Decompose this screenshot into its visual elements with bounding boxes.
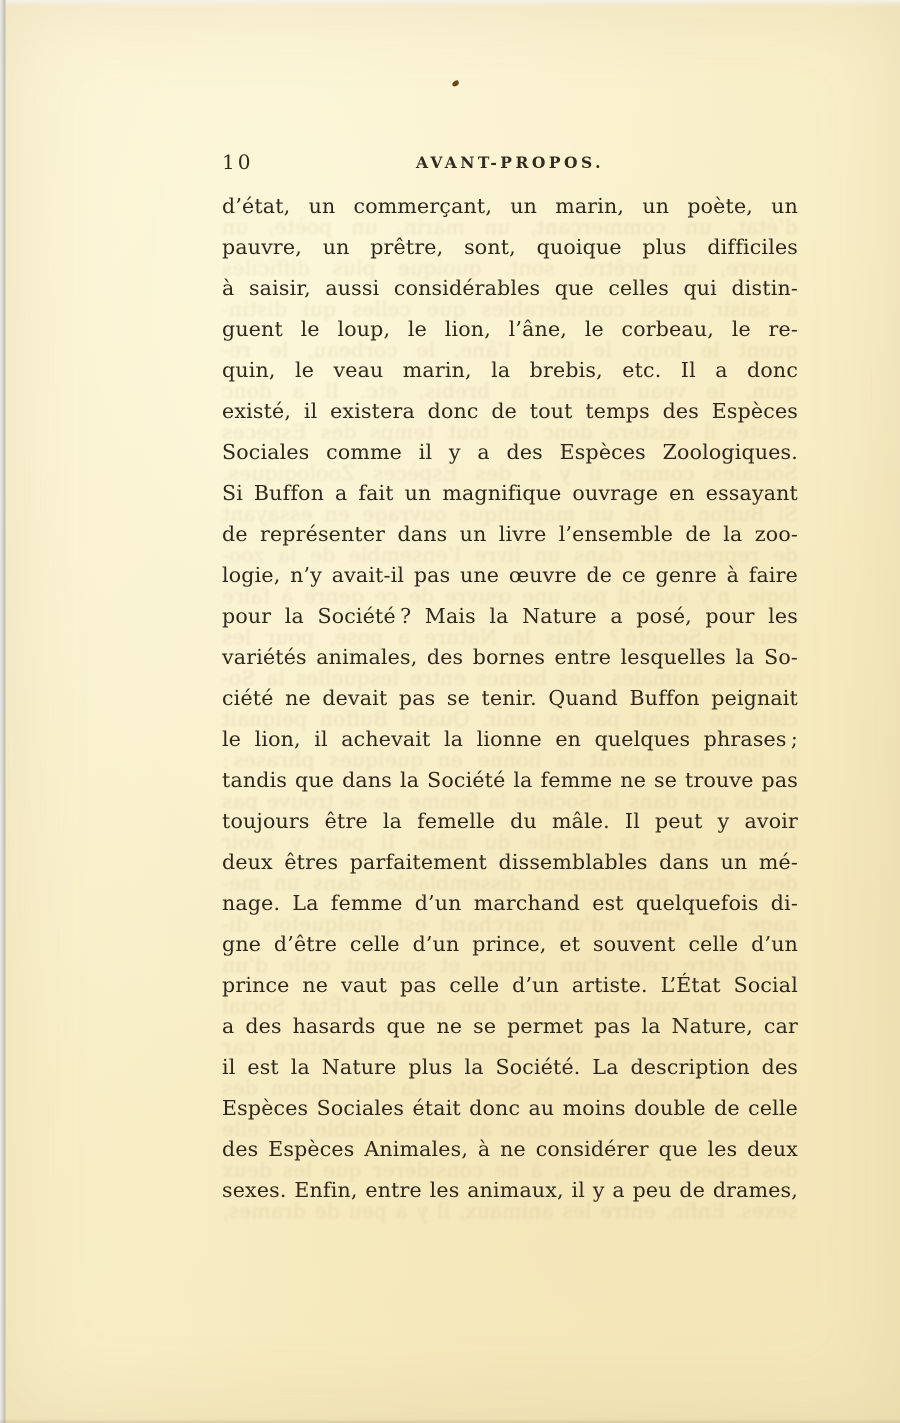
- text-line: Si Buffon a fait un magnifique ouvrage en essayant: [222, 481, 798, 505]
- text-line: variétés animales, des bornes entre lesquelles la So-: [222, 666, 798, 690]
- text-line: existé, il existera donc de tout temps des Espèces: [222, 399, 798, 423]
- text-line: gne d’être celle d’un prince, et souvent celle d’un: [222, 953, 798, 977]
- text-line: tandis que dans la Société la femme ne se trouve pas: [222, 789, 798, 813]
- text-line: pauvre, un prêtre, sont, quoique plus difficiles: [222, 256, 798, 280]
- text-line: d’état, un commerçant, un marin, un poète, un: [222, 194, 798, 218]
- text-line: pauvre, un prêtre, sont, quoique plus difficiles: [222, 235, 798, 259]
- text-line: quin, le veau marin, la brebis, etc. Il a donc: [222, 379, 798, 403]
- text-line: il est la Nature plus la Société. La description des: [222, 1055, 798, 1079]
- text-line: logie, n’y avait-il pas une œuvre de ce genre à faire: [222, 584, 798, 608]
- text-line: Espèces Sociales était donc au moins double de celle: [222, 1096, 798, 1120]
- text-line: ciété ne devait pas se tenir. Quand Buffon peignait: [222, 707, 798, 731]
- text-line: guent le loup, le lion, l’âne, le corbeau, le re-: [222, 317, 798, 341]
- text-line: de représenter dans un livre l’ensemble de la zoo-: [222, 543, 798, 567]
- text-line: quin, le veau marin, la brebis, etc. Il a donc: [222, 358, 798, 382]
- text-line: Si Buffon a fait un magnifique ouvrage en essayant: [222, 502, 798, 526]
- text-line: Sociales comme il y a des Espèces Zoologiques.: [222, 461, 798, 485]
- text-line: à saisir, aussi considérables que celles qui distin-: [222, 297, 798, 321]
- text-line: nage. La femme d’un marchand est quelquefois di-: [222, 891, 798, 915]
- text-line: sexes. Enfin, entre les animaux, il y a peu de drames,: [222, 1178, 798, 1202]
- text-line: à saisir, aussi considérables que celles qui distin-: [222, 276, 798, 300]
- text-line: nage. La femme d’un marchand est quelquefois di-: [222, 912, 798, 936]
- text-line: le lion, il achevait la lionne en quelques phrases ;: [222, 748, 798, 772]
- text-line: prince ne vaut pas celle d’un artiste. L’État Social: [222, 994, 798, 1018]
- text-line: des Espèces Animales, à ne considérer que les deux: [222, 1158, 798, 1182]
- text-line: Sociales comme il y a des Espèces Zoologiques.: [222, 440, 798, 464]
- text-line: deux êtres parfaitement dissemblables dans un mé-: [222, 871, 798, 895]
- text-line: pour la Société ? Mais la Nature a posé, pour les: [222, 625, 798, 649]
- body-text: [222, 186, 798, 1211]
- page-bottom-edge: [0, 1419, 900, 1423]
- text-line: Espèces Sociales était donc au moins double de celle: [222, 1117, 798, 1141]
- text-line: pour la Société ? Mais la Nature a posé, pour les: [222, 604, 798, 628]
- text-line: guent le loup, le lion, l’âne, le corbeau, le re-: [222, 338, 798, 362]
- text-line: toujours être la femelle du mâle. Il peut y avoir: [222, 830, 798, 854]
- text-line: logie, n’y avait-il pas une œuvre de ce genre à faire: [222, 563, 798, 587]
- page-header: [222, 150, 798, 176]
- text-line: gne d’être celle d’un prince, et souvent celle d’un: [222, 932, 798, 956]
- running-title: AVANT-PROPOS.: [415, 153, 605, 172]
- ink-speck: [451, 80, 459, 87]
- text-line: d’état, un commerçant, un marin, un poète, un: [222, 215, 798, 239]
- text-line: deux êtres parfaitement dissemblables dans un mé-: [222, 850, 798, 874]
- page-top-edge: [0, 0, 900, 7]
- text-line: de représenter dans un livre l’ensemble de la zoo-: [222, 522, 798, 546]
- text-line: a des hasards que ne se permet pas la Nature, car: [222, 1014, 798, 1038]
- text-line: ciété ne devait pas se tenir. Quand Buffon peignait: [222, 686, 798, 710]
- text-line: a des hasards que ne se permet pas la Nature, car: [222, 1035, 798, 1059]
- text-line: variétés animales, des bornes entre lesquelles la So-: [222, 645, 798, 669]
- page-left-edge: [0, 0, 6, 1423]
- text-line: tandis que dans la Société la femme ne se trouve pas: [222, 768, 798, 792]
- text-line: prince ne vaut pas celle d’un artiste. L’État Social: [222, 973, 798, 997]
- text-line: toujours être la femelle du mâle. Il peut y avoir: [222, 809, 798, 833]
- text-line: des Espèces Animales, à ne considérer que les deux: [222, 1137, 798, 1161]
- page-number: 10: [222, 150, 254, 174]
- text-line: sexes. Enfin, entre les animaux, il y a peu de drames,: [222, 1199, 798, 1223]
- text-line: le lion, il achevait la lionne en quelques phrases ;: [222, 727, 798, 751]
- text-line: existé, il existera donc de tout temps des Espèces: [222, 420, 798, 444]
- text-line: il est la Nature plus la Société. La description des: [222, 1076, 798, 1100]
